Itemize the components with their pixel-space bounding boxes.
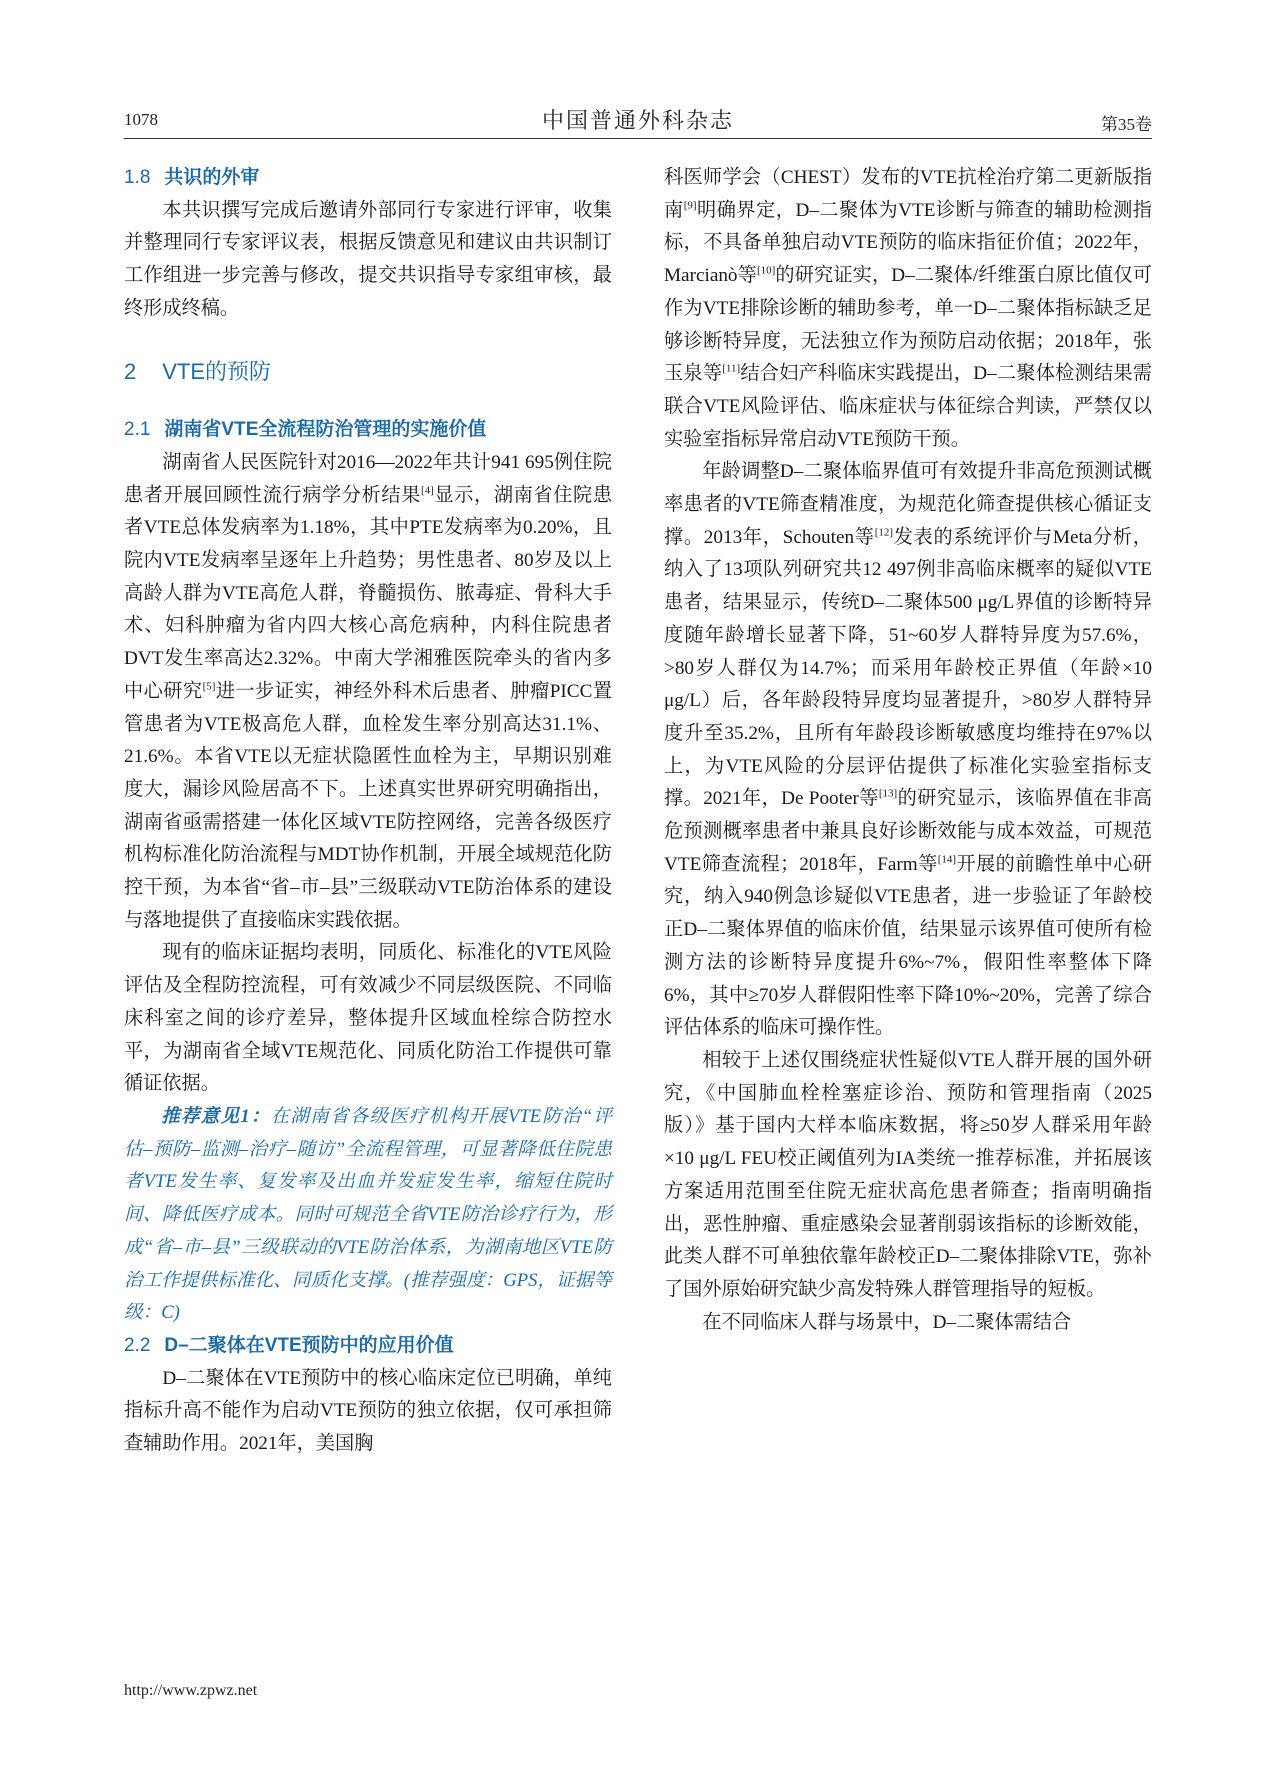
citation-14[interactable]: [14]	[937, 853, 957, 866]
section-heading-2-2: 2.2 D–二聚体在VTE预防中的应用价值	[124, 1334, 454, 1356]
paragraph-external-review: 本共识撰写完成后邀请外部同行专家进行评审，收集并整理同行专家评议表，根据反馈意见和建议由共识制订工作组进一步完善与修改，提交共识指导专家组审核，最终形成终稿。	[124, 199, 612, 319]
right-column	[664, 162, 1152, 1339]
citation-11[interactable]: [11]	[722, 362, 741, 375]
paragraph-age-adjusted-cutoff: 年龄调整D–二聚体临界值可有效提升非高危预测试概率患者的VTE筛查精准度，为规范化筛查提供核心循证支撑。2013年，Schouten等[12]发表的系统评价与Meta分析，纳入了13项队列研究共12 497例非高临床概率的疑似VTE患者，结果显示，传统D–二聚体500 μg/L界值的诊断特异度随年龄增长显著下降，51~60岁人群特异度为57.6%，>80岁人群仅为14.7%；而采用年龄校正界值（年龄×10 μg/L）后，各年龄段特异度均显著提升，>80岁人群特异度升至35.2%，且所有年龄段诊断敏感度均维持在97%以上，为VTE风险的分层评估提供了标准化实验室指标支撑。2021年，De Pooter等[13]的研究显示，该临界值在非高危预测概率患者中兼具良好诊断效能与成本效益，可规范VTE筛查流程；2018年，Farm等[14]开展的前瞻性单中心研究，纳入940例急诊疑似VTE患者，进一步验证了年龄校正D–二聚体界值的临床价值，结果显示该界值可使所有检测方法的诊断特异度提升6%~7%，假阳性率整体下降6%，其中≥70岁人群假阳性率下降10%~20%，完善了综合评估体系的临床可操作性。	[664, 461, 1153, 1039]
recommendation-label: 推荐意见1：	[161, 1105, 271, 1127]
paragraph-chest-guideline: 科医师学会（CHEST）发布的VTE抗栓治疗第二更新版指南[9]明确界定，D–二聚体为VTE诊断与筛查的辅助检测指标，不具备单独启动VTE预防的临床指征价值；2022年，Marcianò等[10]的研究证实，D–二聚体/纤维蛋白原比值仅可作为VTE排除诊断的辅助参考，单一D–二聚体指标缺乏足够诊断特异度，无法独立作为预防启动依据；2018年，张玉泉等[11]结合妇产科临床实践提出，D–二聚体检测结果需联合VTE风险评估、临床症状与体征综合判读，严禁仅以实验室指标异常启动VTE预防干预。	[664, 167, 1153, 450]
volume-label: 第35卷	[1101, 115, 1152, 134]
paragraph-hunan-epidemiology: 湖南省人民医院针对2016—2022年共计941 695例住院患者开展回顾性流行病学分析结果[4]显示，湖南省住院患者VTE总体发病率为1.18%，其中PTE发病率为0.20%，且院内VTE发病率呈逐年上升趋势；男性患者、80岁及以上高龄人群为VTE高危人群，脊髓损伤、脓毒症、骨科大手术、妇科肿瘤为省内四大核心高危病种，内科住院患者DVT发生率高达2.32%。中南大学湘雅医院牵头的省内多中心研究[5]进一步证实，神经外科术后患者、肿瘤PICC置管患者为VTE极高危人群，血栓发生率分别高达31.1%、21.6%。本省VTE以无症状隐匿性血栓为主，早期识别难度大，漏诊风险居高不下。上述真实世界研究明确指出，湖南省亟需搭建一体化区域VTE防控网络，完善各级医疗机构标准化防治流程与MDT协作机制，开展全域规范化防控干预，为本省“省–市–县”三级联动VTE防治体系的建设与落地提供了直接临床实践依据。	[124, 451, 613, 931]
paragraph-clinical-scenarios: 在不同临床人群与场景中，D–二聚体需结合	[702, 1311, 1072, 1333]
citation-10[interactable]: [10]	[756, 264, 776, 277]
section-heading-2: 2 VTE的预防	[124, 358, 272, 384]
left-column	[124, 162, 612, 1461]
paragraph-d-dimer-role: D–二聚体在VTE预防中的核心临床定位已明确，单纯指标升高不能作为启动VTE预防的独立依据，仅可承担筛查辅助作用。2021年，美国胸	[124, 1367, 612, 1455]
citation-4[interactable]: [4]	[420, 484, 434, 497]
section-heading-1-8: 1.8 共识的外审	[124, 167, 260, 188]
paragraph-chinese-guideline: 相较于上述仅围绕症状性疑似VTE人群开展的国外研究，《中国肺血栓栓塞症诊治、预防和管理指南（2025版）》基于国内大样本临床数据，将≥50岁人群采用年龄×10 μg/L FEU校正阈值列为IA类统一推荐标准，并拓展该方案适用范围至住院无症状高危患者筛查；指南明确指出，恶性肿瘤、重症感染会显著削弱该指标的诊断效能，此类人群不可单独依靠年龄校正D–二聚体排除VTE，弥补了国外原始研究缺少高发特殊人群管理指导的短板。	[664, 1049, 1152, 1300]
page-number: 1078	[124, 110, 158, 129]
page-header	[124, 104, 1152, 136]
footer-url[interactable]: http://www.zpwz.net	[124, 1682, 258, 1699]
citation-5[interactable]: [5]	[202, 680, 216, 693]
header-divider	[124, 138, 1152, 139]
paragraph-clinical-evidence: 现有的临床证据均表明，同质化、标准化的VTE风险评估及全程防控流程，可有效减少不同层级医院、不同临床科室之间的诊疗差异，整体提升区域血栓综合防控水平，为湖南省全域VTE规范化、同质化防治工作提供可靠循证依据。	[124, 942, 612, 1095]
journal-title: 中国普通外科杂志	[541, 108, 734, 133]
recommendation-1: 推荐意见1：在湖南省各级医疗机构开展VTE防治“评估–预防–监测–治疗–随访”全流程管理，可显著降低住院患者VTE发生率、复发率及出血并发症发生率，缩短住院时间、降低医疗成本。同时可规范全省VTE防治诊疗行为，形成“省–市–县”三级联动的VTE防治体系，为湖南地区VTE防治工作提供标准化、同质化支撑。(推荐强度：GPS，证据等级：C)	[124, 1105, 612, 1324]
citation-13[interactable]: [13]	[878, 787, 898, 800]
citation-12[interactable]: [12]	[874, 526, 894, 539]
citation-9[interactable]: [9]	[683, 199, 697, 212]
section-heading-2-1: 2.1 湖南省VTE全流程防治管理的实施价值	[124, 419, 487, 441]
